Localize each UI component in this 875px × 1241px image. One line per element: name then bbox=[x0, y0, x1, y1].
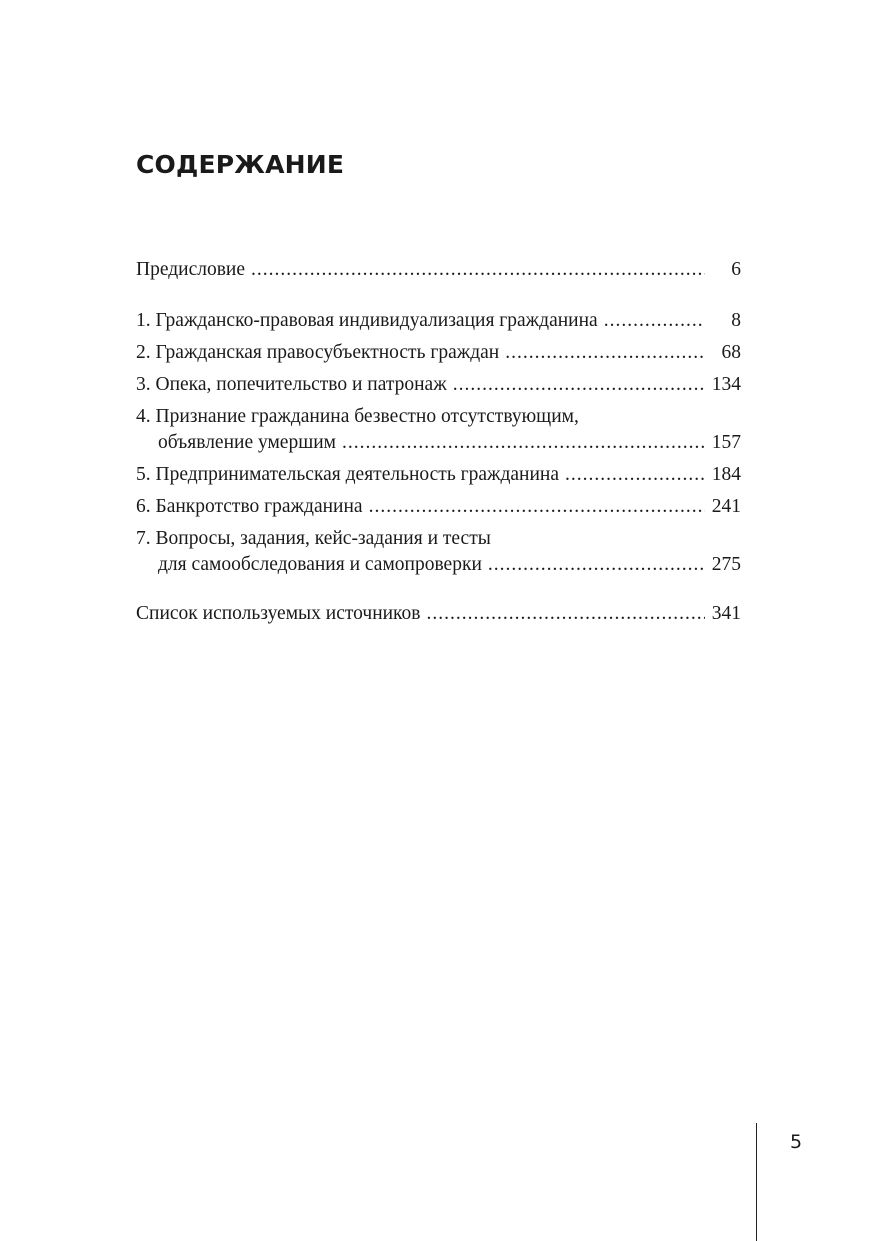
toc-entry-page: 241 bbox=[711, 496, 741, 517]
page-title: СОДЕРЖАНИЕ bbox=[136, 150, 345, 179]
toc-entry-page: 275 bbox=[711, 554, 741, 575]
dot-leader bbox=[427, 601, 705, 627]
toc-entry-references bbox=[136, 601, 741, 627]
toc-entry-title: Предисловие bbox=[136, 259, 246, 280]
toc-entry-chapter-5 bbox=[136, 462, 741, 488]
toc-entry-chapter-2 bbox=[136, 340, 741, 366]
dot-leader bbox=[251, 257, 705, 283]
dot-leader bbox=[505, 340, 705, 366]
toc-entry-page: 8 bbox=[731, 310, 741, 331]
toc-entry-title: 2. Гражданская правосубъектность граждан bbox=[136, 342, 500, 363]
toc-entry-chapter-3 bbox=[136, 372, 741, 398]
toc-entry-title: 4. Признание гражданина безвестно отсутствующим, bbox=[136, 406, 579, 427]
toc-entry-chapter-7 bbox=[136, 526, 741, 578]
toc-entry-title: 7. Вопросы, задания, кейс-задания и тесты bbox=[136, 528, 491, 549]
toc-entry-chapter-4 bbox=[136, 404, 741, 456]
dot-leader bbox=[342, 430, 705, 456]
toc-entry-title: 1. Гражданско-правовая индивидуализация гражданина bbox=[136, 310, 598, 331]
dot-leader bbox=[369, 494, 705, 520]
toc-entry-chapter-1 bbox=[136, 308, 741, 334]
toc-entry-title: 5. Предпринимательская деятельность гражданина bbox=[136, 464, 560, 485]
toc-entry-chapter-6 bbox=[136, 494, 741, 520]
toc-entry-title-continuation: для самообследования и самопроверки bbox=[158, 554, 482, 575]
toc-entry-page: 68 bbox=[721, 342, 741, 363]
page-number: 5 bbox=[790, 1131, 803, 1153]
toc-entry-title: 6. Банкротство гражданина bbox=[136, 496, 363, 517]
toc-entry-page: 341 bbox=[711, 603, 741, 624]
toc-entry-title: Список используемых источников bbox=[136, 603, 421, 624]
toc-entry-page: 157 bbox=[711, 432, 741, 453]
dot-leader bbox=[488, 552, 705, 578]
dot-leader bbox=[565, 462, 705, 488]
dot-leader bbox=[453, 372, 705, 398]
toc-entry-page: 6 bbox=[731, 259, 741, 280]
toc-entry-title: 3. Опека, попечительство и патронаж bbox=[136, 374, 447, 395]
toc-entry-page: 184 bbox=[711, 464, 741, 485]
toc-entry-page: 134 bbox=[711, 374, 741, 395]
dot-leader bbox=[604, 308, 705, 334]
footer-divider bbox=[756, 1123, 757, 1241]
toc-entry-preface bbox=[136, 257, 741, 283]
toc-entry-title-continuation: объявление умершим bbox=[158, 432, 337, 453]
